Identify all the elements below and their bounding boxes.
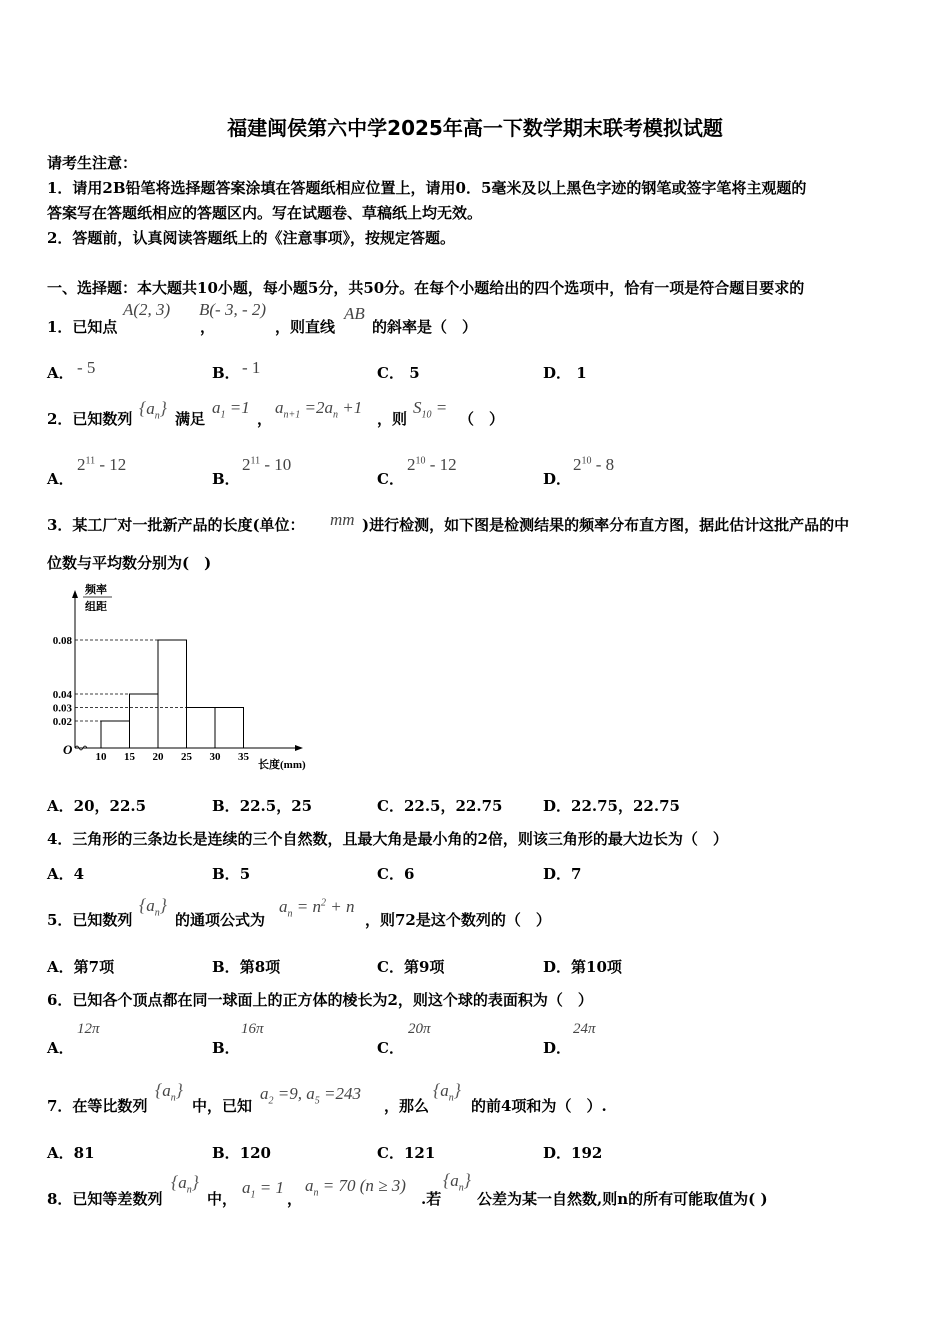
q3-option-a[interactable]: A．20，22.5: [47, 797, 147, 815]
histogram-bar: [215, 708, 244, 749]
q5-option-d[interactable]: D．第10项: [543, 958, 622, 976]
q1-line-ab: AB: [344, 304, 365, 323]
q2-option-c[interactable]: C．: [377, 470, 404, 488]
q7-suffix: 的前4项和为（ ）.: [471, 1097, 607, 1115]
histogram-marks: [53, 635, 250, 763]
q5-seq: $\{a_n\}$: [139, 895, 167, 919]
q2-mid2: ，则: [377, 410, 408, 428]
x-tick-label: 20: [152, 751, 164, 763]
q7-option-d[interactable]: D．192: [543, 1144, 603, 1162]
x-tick-label: 30: [209, 751, 221, 763]
q1-suffix: 的斜率是（ ）: [372, 318, 478, 336]
q5-option-a[interactable]: A．第7项: [47, 958, 115, 976]
q6-option-b[interactable]: B．: [212, 1039, 240, 1057]
page-title: 福建闽侯第六中学2025年高一下数学期末联考模拟试题: [227, 116, 723, 140]
y-tick-label: 0.08: [52, 635, 72, 647]
q3-option-b[interactable]: B．22.5，25: [212, 797, 313, 815]
q1-point-a: A(2, 3): [123, 300, 171, 319]
q2-option-d-value: $2^{10} - 8$: [573, 455, 615, 474]
q1-option-a-value: - 5: [77, 358, 96, 377]
q7-seq2: $\{a_n\}$: [433, 1080, 461, 1104]
question-2: [47, 396, 947, 436]
histogram-bar: [130, 694, 159, 748]
q7-seq: $\{a_n\}$: [155, 1080, 183, 1104]
q8-mid1: 中，: [207, 1190, 238, 1208]
section-heading: 一、选择题：本大题共10小题，每小题5分，共50分。在每个小题给出的四个选项中，恰有一项是符合题目要求的: [47, 279, 805, 297]
q1-point-b: B(- 3, - 2): [199, 300, 267, 319]
q7-option-a[interactable]: A．81: [47, 1144, 95, 1162]
notice-heading: 请考生注意：: [47, 154, 138, 172]
question-3: [47, 510, 947, 540]
q3-unit: mm: [330, 510, 355, 529]
x-tick-label: 10: [95, 751, 107, 763]
q4-option-b[interactable]: B．5: [212, 865, 251, 883]
q2-option-c-value: $2^{10} - 12$: [407, 455, 457, 474]
q6-option-d-value: 24π: [573, 1021, 596, 1037]
x-tick-label: 25: [181, 751, 192, 763]
q2-option-d[interactable]: D．: [543, 470, 572, 488]
q7-prefix: 7．在等比数列: [47, 1097, 148, 1115]
q4-option-c[interactable]: C．6: [377, 865, 415, 883]
q8-cond2: $a_n = 70$ (n ≥ 3): [305, 1176, 406, 1199]
q5-suffix: ，则72是这个数列的（ ）: [365, 911, 551, 929]
histogram-bar: [187, 708, 216, 749]
origin-label: O: [63, 742, 73, 757]
x-axis-arrow: [295, 745, 303, 751]
q8-suffix: 公差为某一自然数,则n的所有可能取值为( ): [477, 1190, 768, 1208]
q8-seq: $\{a_n\}$: [171, 1172, 199, 1196]
q3-line-2: 位数与平均数分别为( ): [47, 554, 212, 572]
q2-sum: $S_{10}$ =: [413, 398, 448, 421]
question-7: [47, 1078, 947, 1118]
q2-comma: ，: [257, 410, 273, 428]
q8-comma: ，: [287, 1190, 303, 1208]
y-label-top: 频率: [85, 584, 107, 596]
question-8: [47, 1170, 947, 1210]
q2-option-a-value: $2^{11} - 12$: [77, 455, 127, 474]
q6-option-c-value: 20π: [408, 1021, 431, 1037]
question-4: 4．三角形的三条边长是连续的三个自然数，且最大角是最小角的2倍，则该三角形的最大边长为（ ）: [47, 830, 728, 848]
x-tick-label: 15: [124, 751, 135, 763]
q1-option-a[interactable]: A．: [47, 364, 74, 382]
y-tick-label: 0.03: [52, 702, 72, 715]
histogram-bar: [101, 721, 130, 748]
q1-option-b[interactable]: B．: [212, 364, 240, 382]
q2-suffix: （ ）: [459, 410, 505, 428]
y-tick-label: 0.02: [52, 716, 72, 728]
question-6: 6．已知各个顶点都在同一球面上的正方体的棱长为2，则这个球的表面积为（ ）: [47, 991, 593, 1009]
q2-option-b[interactable]: B．: [212, 470, 240, 488]
q7-option-b[interactable]: B．120: [212, 1144, 271, 1162]
q1-prefix: 1．已知点: [47, 318, 118, 336]
x-tick-label: 35: [238, 751, 249, 763]
q8-seq2: $\{a_n\}$: [443, 1170, 471, 1194]
q7-option-c[interactable]: C．121: [377, 1144, 436, 1162]
q3-prefix: 3．某工厂对一批新产品的长度(单位：: [47, 516, 305, 534]
q2-seq: $\{a_n\}$: [139, 398, 167, 422]
q1-mid: ，则直线: [275, 318, 336, 336]
q7-mid1: 中，已知: [192, 1097, 253, 1115]
notice-line-1b: 答案写在答题纸相应的答题区内。写在试题卷、草稿纸上均无效。: [47, 204, 483, 222]
q6-option-b-value: 16π: [241, 1021, 264, 1037]
q6-option-c[interactable]: C．: [377, 1039, 404, 1057]
y-axis-arrow: [72, 590, 78, 598]
q3-option-c[interactable]: C．22.5，22.75: [377, 797, 503, 815]
q5-mid: 的通项公式为: [175, 911, 266, 929]
q1-comma: ，: [200, 318, 216, 336]
q6-option-a-value: 12π: [77, 1021, 100, 1037]
q2-option-a[interactable]: A．: [47, 470, 74, 488]
q5-formula: $a_n = n^2 + n$: [279, 897, 355, 920]
q7-mid2: ，那么: [384, 1097, 430, 1115]
q4-option-a[interactable]: A．4: [47, 865, 85, 883]
notice-line-1: 1．请用2B铅笔将选择题答案涂填在答题纸相应位置上，请用0．5毫米及以上黑色字迹的钢笔或签字笔将主观题的: [47, 179, 807, 197]
q6-option-a[interactable]: A．: [47, 1039, 74, 1057]
q6-option-d[interactable]: D．: [543, 1039, 572, 1057]
q2-cond2: $a_{n+1} =2a_n +1$: [275, 398, 363, 421]
notice-line-2: 2．答题前，认真阅读答题纸上的《注意事项》，按规定答题。: [47, 229, 455, 247]
q2-option-b-value: $2^{11} - 10$: [242, 455, 292, 474]
x-axis-label: 长度(mm): [258, 759, 306, 771]
q1-option-b-value: - 1: [242, 358, 261, 377]
q8-prefix: 8．已知等差数列: [47, 1190, 163, 1208]
q2-mid1: 满足: [175, 410, 206, 428]
q2-prefix: 2．已知数列: [47, 410, 133, 428]
q1-option-c[interactable]: C． 5: [377, 364, 420, 382]
q3-suffix: )进行检测，如下图是检测结果的频率分布直方图，据此估计这批产品的中: [362, 516, 850, 534]
q8-cond1: $a_1 = 1$: [242, 1178, 284, 1201]
q5-prefix: 5．已知数列: [47, 911, 133, 929]
q3-option-d[interactable]: D．22.75，22.75: [543, 797, 680, 815]
q5-option-c[interactable]: C．第9项: [377, 958, 445, 976]
q1-option-d[interactable]: D． 1: [543, 364, 587, 382]
y-tick-label: 0.04: [52, 689, 72, 701]
histogram: [52, 580, 325, 780]
y-label-bottom: 组距: [85, 601, 107, 613]
q4-option-d[interactable]: D．7: [543, 865, 582, 883]
histogram-bar: [158, 640, 187, 748]
q8-mid2: .若: [421, 1190, 442, 1208]
q5-option-b[interactable]: B．第8项: [212, 958, 281, 976]
q2-cond1: $a_1 =1$: [212, 398, 250, 421]
question-5: [47, 893, 947, 933]
q7-cond: $a_2 =9$, $a_5 =243$: [260, 1084, 361, 1107]
